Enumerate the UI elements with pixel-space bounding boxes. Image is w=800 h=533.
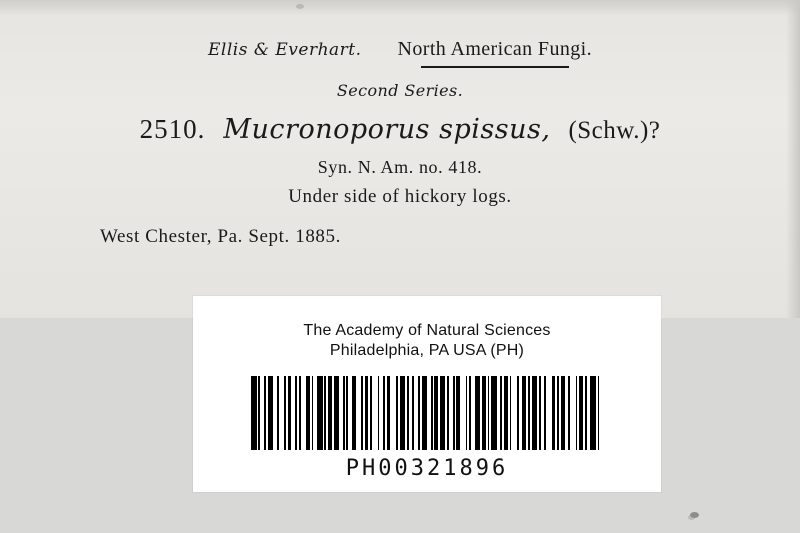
institution-name: The Academy of Natural Sciences [303,322,551,339]
printed-label-text [0,38,800,248]
label-substrate-line: Under side of hickory logs. [288,186,512,207]
institution-city: Philadelphia, PA USA (PH) [329,342,525,359]
label-series-title: North American Fungi. [397,38,592,60]
label-taxon-authority: (Schw.)? [568,117,661,144]
barcode-catalog-number: PH00321896 [345,456,509,481]
barcode-bars [251,376,603,450]
sheet-speck [296,4,304,9]
label-header-line [0,38,800,61]
barcode-bar [599,376,601,450]
label-authors: Ellis & Everhart. [207,40,362,60]
label-accession-number: 2510. [139,114,206,144]
label-locality-line: West Chester, Pa. Sept. 1885. [100,226,341,247]
background-speck [690,512,699,518]
label-taxon-name: Mucronoporus spissus, [223,114,551,145]
label-series-subtitle: Second Series. [336,81,464,100]
barcode-label [193,296,661,492]
sheet-top-shadow [0,0,800,16]
label-taxon-line [0,114,800,145]
label-synonym-line: Syn. N. Am. no. 418. [317,157,483,177]
